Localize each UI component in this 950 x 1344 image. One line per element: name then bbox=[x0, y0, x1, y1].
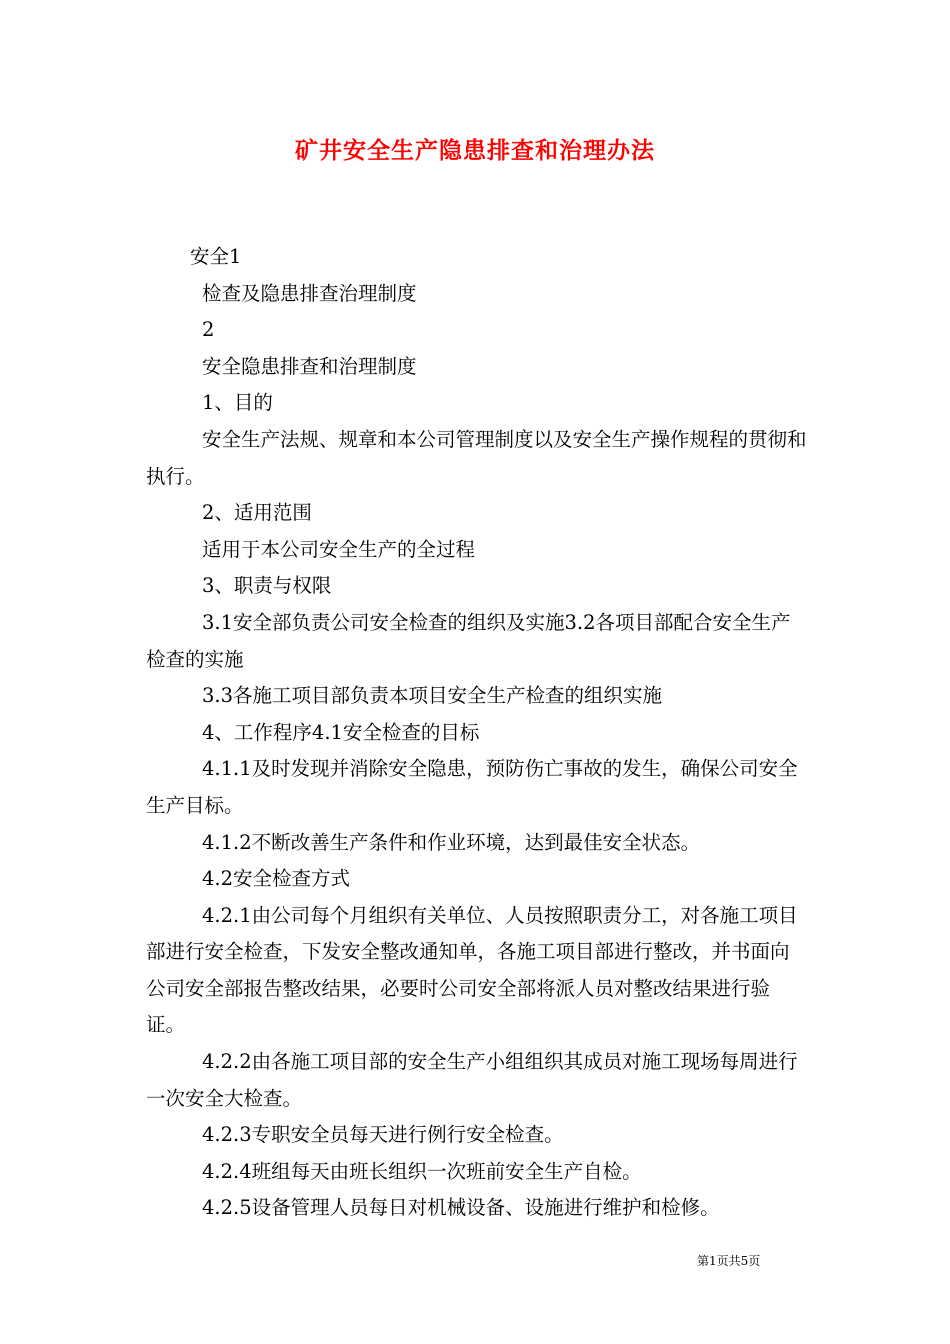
paragraph: 4.2安全检查方式 bbox=[202, 867, 351, 891]
paragraph: 4.1.2不断改善生产条件和作业环境，达到最佳安全状态。 bbox=[202, 830, 701, 854]
paragraph: 4.2.4班组每天由班长组织一次班前安全生产自检。 bbox=[202, 1159, 642, 1183]
paragraph: 检查及隐患排查治理制度 bbox=[202, 281, 417, 305]
paragraph: 安全生产法规、规章和本公司管理制度以及安全生产操作规程的贯彻和执行。 bbox=[146, 427, 807, 488]
paragraph: 4.2.1由公司每个月组织有关单位、人员按照职责分工，对各施工项目部进行安全检查，下发安全整改通知单，各施工项目部进行整改，并书面向公司安全部报告整改结果，必要时公司安全部将派人员对整改结果进行验证。 bbox=[146, 903, 798, 1037]
document-body bbox=[146, 239, 808, 1227]
paragraph: 3.1安全部负责公司安全检查的组织及实施3.2各项目部配合安全生产检查的实施 bbox=[146, 610, 791, 671]
paragraph: 安全隐患排查和治理制度 bbox=[202, 354, 417, 378]
page-number: 第1页共5页 bbox=[697, 1254, 761, 1268]
document-title: 矿井安全生产隐患排查和治理办法 bbox=[295, 137, 655, 164]
paragraph: 4、工作程序4.1安全检查的目标 bbox=[202, 720, 480, 744]
paragraph: 2、适用范围 bbox=[202, 501, 312, 525]
paragraph: 适用于本公司安全生产的全过程 bbox=[202, 537, 476, 561]
paragraph: 4.1.1及时发现并消除安全隐患，预防伤亡事故的发生，确保公司安全生产目标。 bbox=[146, 757, 798, 817]
paragraph: 3.3各施工项目部负责本项目安全生产检查的组织实施 bbox=[202, 684, 663, 708]
paragraph: 4.2.2由各施工项目部的安全生产小组组织其成员对施工现场每周进行一次安全大检查。 bbox=[146, 1050, 798, 1110]
paragraph: 2 bbox=[202, 318, 215, 342]
paragraph: 1、目的 bbox=[202, 391, 273, 415]
paragraph: 4.2.3专职安全员每天进行例行安全检查。 bbox=[202, 1123, 564, 1147]
paragraph: 4.2.5设备管理人员每日对机械设备、设施进行维护和检修。 bbox=[202, 1196, 720, 1220]
paragraph: 3、职责与权限 bbox=[202, 574, 332, 598]
paragraph: 安全1 bbox=[190, 245, 242, 268]
